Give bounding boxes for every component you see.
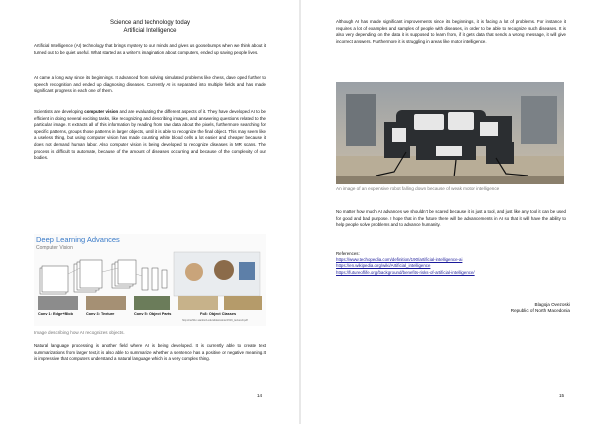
article-title bbox=[36, 19, 264, 35]
figure-subtitle: Computer Vision bbox=[36, 245, 73, 251]
deep-learning-figure bbox=[34, 234, 266, 326]
conclusion-paragraph: No matter how much AI advances we shouldn’t be scared because it is just a tool, and just like any tool it can be used for good and bad purpose. I hope that in the future there will be advancements in AI so that it will have the ability to help people solve problems and to advance humanity. bbox=[336, 209, 566, 228]
nlp-paragraph: Natural language processing is another field where AI is being developed. It is currently able to create text summarizations from larger text,it is also able to summarize whether a sentence has a positive or negative meaning.It is impressive that computers understand a natural language which is a very complex thing. bbox=[34, 343, 266, 362]
layer-label: Conv 1: Edge+Blob bbox=[38, 312, 73, 316]
problems-paragraph: Although AI has made significant improvements since its beginnings, it is facing a lot of problems. For instance it requires a lot of examples and samples of people with diseases, in order to be able to recognize such diseases. It is also very depending on the data it is supposed to learn from, if it gets data that sends a wrong message, it will give incorrect answers. Furthermore it is struggling in areas like motor intelligence. bbox=[336, 19, 566, 44]
left-page bbox=[0, 0, 299, 424]
layer-label: Fc8: Object Classes bbox=[200, 312, 237, 316]
robot-caption: An image of an expensive robot falling down because of weak motor intelligence bbox=[336, 186, 500, 191]
page-number: 15 bbox=[559, 393, 565, 398]
title-line-1: Science and technology today bbox=[109, 20, 191, 26]
title-line-2: Artificial Intelligence bbox=[123, 28, 177, 34]
cv-text-pre: Scientists are developing bbox=[34, 109, 85, 114]
author-school: Republic of North Macedonia bbox=[510, 308, 570, 314]
cv-bold-term: computer vision bbox=[84, 109, 119, 114]
layer-label: Conv 3: Texture bbox=[86, 312, 115, 316]
page-number: 14 bbox=[257, 393, 263, 398]
references-section bbox=[336, 251, 566, 276]
author-name: Blagoja Ovezoski bbox=[534, 302, 570, 307]
robot-image bbox=[336, 82, 564, 184]
history-paragraph: AI came a long way since its beginnings. It advanced from solving simulated problems like chess, dave oped further to speech recognition and ended up diagnosing diseases. Currently AI is separated into multiple fields and has made significant progress in each one of them. bbox=[34, 75, 266, 94]
figure-source-note: http://cs231n.stanford.edu/slides/winter1516_lecture9.pdf bbox=[182, 319, 248, 322]
cv-text-post: and are evaluating the different aspects of it. They have developed AI to be efficient in doing several exciting tasks, like recognizing and describing images, and answering questions related to the particular image. It extracts all of this information by reading from raw data about the pixels, furthermore searching for specific patterns, groups those patterns in larger objects, until it is able to recognize the final object. This may seem like a useless thing, but using computer vision has made counting white blood cells a lot easier and cheaper because it does not demand human labor. Also computer vision is being developed to recognize diseases in MR scans. The process is difficult to automate, because of the amount of diseases occurring and because of the complexity of our bodies. bbox=[34, 109, 266, 161]
figure-title: Deep Learning Advances bbox=[36, 235, 120, 244]
intro-paragraph: Artificial Intelligence (AI) technology that brings mystery to our minds and gives us goosebumps when we think about it turned out to be quiet useful. What started as a writer’s imagination about computers, ended up saving people lives. bbox=[34, 43, 266, 55]
figure-caption: Image describing how AI recognizes objects. bbox=[34, 330, 125, 335]
author-signature bbox=[511, 302, 570, 315]
reference-link[interactable]: https://futureoflife.org/background/benefits-risks-of-artificial-intelligence/ bbox=[336, 269, 475, 275]
references-label: References: bbox=[336, 251, 360, 256]
reference-link[interactable]: https://en.wikipedia.org/wiki/Artificial_intelligence bbox=[336, 263, 431, 269]
reference-link[interactable]: https://www.techopedia.com/definition/190/artificial-intelligence-ai bbox=[336, 257, 463, 263]
computer-vision-paragraph bbox=[34, 109, 266, 162]
robot-photo bbox=[336, 82, 564, 184]
layer-label: Conv 5: Object Parts bbox=[134, 312, 172, 316]
